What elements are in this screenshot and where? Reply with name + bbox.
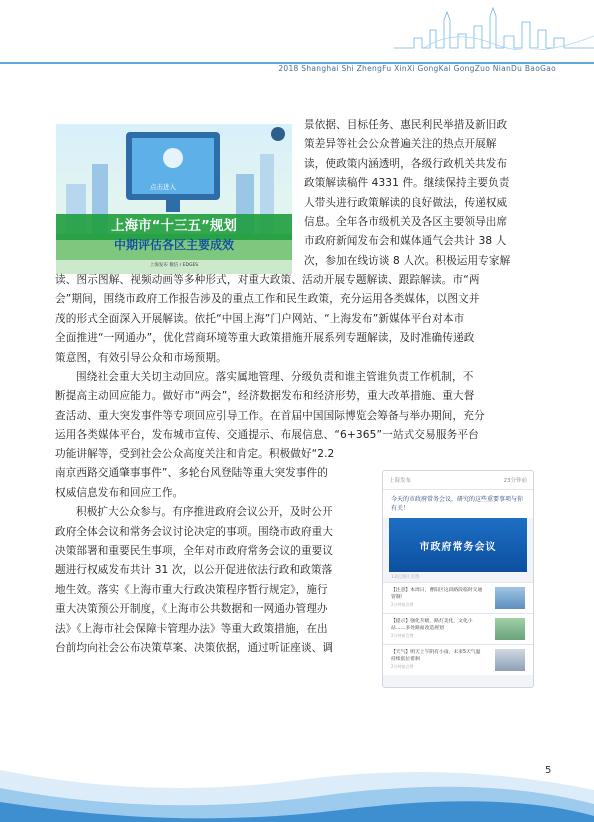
text-line: 决策部署和重要民生事项，全年对市政府常务会议的重要议	[55, 545, 334, 558]
article-headline: 今天的市政府常务会议，研究的这些重要事项与你有关！	[383, 490, 533, 518]
text-line: 信息。全年各市级机关及各区主要领导出席	[304, 216, 508, 229]
news-title: 【天气】明天上午阴有小雨，未来5天气温持续低位徘徊	[391, 650, 481, 662]
text-line: 景依据、目标任务、惠民利民举措及新旧政	[304, 119, 508, 131]
text-line: 积极扩大公众参与。有序推进政府会议公开，及时公开	[76, 506, 333, 519]
enter-button-label: 点击进入	[150, 183, 176, 191]
body-text-wrap-right	[304, 116, 532, 271]
wechat-article-screenshot	[382, 470, 534, 688]
text-line: 全面推进“一网通办”，优化营商环境等重大政策措施开展系列专题解读，及时准确传递政	[55, 332, 475, 345]
text-line: 茂的形式全面深入开展解读。依托“中国上海”门户网站、“上海发布”新媒体平台对本市	[55, 312, 465, 325]
feature-subtitle: 中期评估各区主要成效	[113, 238, 234, 252]
post-time: 23分钟前	[503, 478, 527, 484]
feature-footer: 上海发布 微信 / EDGES	[149, 263, 199, 268]
body-paragraph-2	[55, 368, 531, 446]
text-line: 会”期间，围绕市政府工作报告涉及的重点工作和民生政策，充分运用各类媒体，以图文并	[55, 293, 480, 306]
text-line: 人带头进行政策解读的良好做法，传递权威	[304, 196, 508, 209]
text-line: 重大决策预公开制度，《上海市公共数据和一网通办管理办	[55, 603, 328, 616]
text-line: 断提高主动回应能力。做好市“两会”，经济数据发布和经济形势，重大改革措施、重大督	[55, 390, 475, 403]
article-meta: 13亿图片点赞	[391, 575, 420, 580]
text-line: 策差异等社会公众普遍关注的热点开展解	[304, 138, 497, 151]
list-item	[383, 582, 533, 613]
text-line: 题进行权威发布共计 31 次，以公开促进依法行政和政策落	[55, 564, 333, 577]
news-meta: 2分钟前点赞	[391, 602, 414, 607]
list-item	[383, 644, 533, 675]
news-meta: 2分钟前点赞	[391, 633, 414, 638]
text-line: 政府全体会议和常务会议讨论决定的事项。围绕市政府重大	[55, 525, 334, 538]
banner-text: 市政府常务会议	[419, 541, 497, 553]
text-line: 功能讲解等，受到社会公众高度关注和肯定。积极做好“2.2	[55, 448, 335, 460]
text-line: 市政府新闻发布会和媒体通气会共计 38 人	[304, 235, 507, 248]
footer-wave-decoration	[0, 740, 594, 822]
text-line: 次，参加在线访谈 8 人次。积极运用专家解	[304, 254, 511, 267]
page-number: 5	[545, 765, 552, 776]
app-name: 上海发布	[389, 478, 412, 484]
running-title: 2018 Shanghai Shi ZhengFu XinXi GongKai GongZuo NianDu BaoGao	[278, 64, 556, 73]
article-header	[383, 471, 533, 490]
meeting-banner	[389, 518, 527, 572]
text-line: 策意图，有效引导公众和市场预期。	[55, 351, 227, 364]
text-line: 南京西路交通肇事事件”、多轮台风登陆等重大突发事件的	[55, 467, 328, 480]
body-paragraph-1	[55, 271, 531, 368]
news-thumbnail	[495, 587, 525, 609]
planning-feature-image	[56, 124, 292, 274]
list-item	[383, 613, 533, 644]
news-thumbnail	[495, 649, 525, 671]
text-line: 围绕社会重大关切主动回应。落实属地管理、分级负责和谁主管谁负责工作机制，不	[76, 371, 474, 383]
text-line: 读，使政策内涵透明，各级行政机关共发布	[304, 157, 508, 170]
text-line: 查活动、重大突发事件等专项回应引导工作。在首届中国国际博览会筹备与举办期间，充分	[55, 409, 485, 422]
text-line: 法》《上海市社会保障卡管理办法》等重大政策措施，在出	[55, 622, 328, 635]
text-line: 运用各类媒体平台，发布城市宣传、交通提示、布展信息、“6+365”一站式交易服务平台	[55, 429, 479, 442]
news-meta: 2分钟前点赞	[391, 664, 414, 669]
text-line: 政策解读稿件 4331 件。继续保持主要负责	[304, 177, 510, 190]
news-thumbnail	[495, 618, 525, 640]
city-skyline-illustration	[394, 0, 594, 50]
text-line: 权威信息发布和回应工作。	[55, 486, 184, 499]
news-title: 【注意】本周日，曹阳区这段路段临时交通管制！	[391, 588, 483, 600]
text-line: 地生效。落实《上海市重大行政决策程序暂行规定》，施行	[55, 583, 328, 596]
text-line: 台前均向社会公布决策草案、决策依据，通过听证座谈、调	[55, 642, 334, 655]
text-line: 读、图示图解、视频动画等多种形式，对重大政策、活动开展专题解读、跟踪解读。市“两	[55, 274, 480, 286]
news-title: 【提示】强化升级，路灯美化，文化小站……多处路面改造规划	[391, 619, 473, 631]
body-text-wrap-left	[55, 445, 373, 658]
feature-title: 上海市“十三五”规划	[111, 218, 237, 234]
